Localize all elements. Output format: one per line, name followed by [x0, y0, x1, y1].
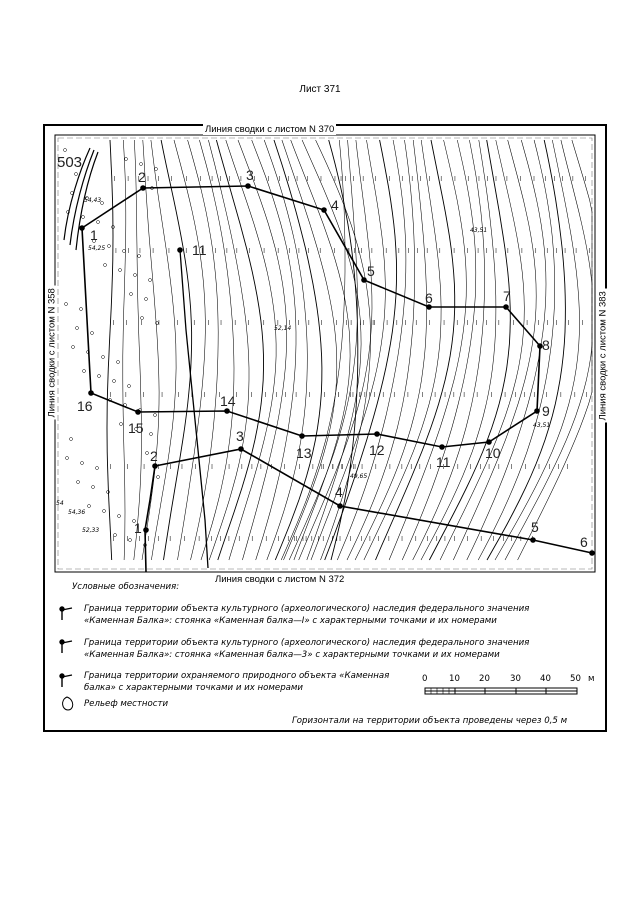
scale-unit: м — [588, 674, 595, 684]
elevation-label: 54 — [56, 500, 64, 507]
edge-label-left: Линия сводки с листом N 358 — [47, 286, 58, 420]
scale-bar — [425, 688, 577, 694]
legend-relief-icon — [63, 697, 73, 710]
b2-label-4: 4 — [335, 484, 343, 500]
legend-item4: Рельеф местности — [84, 699, 169, 709]
b1-label-11: 11 — [436, 454, 451, 470]
b1-label-2: 2 — [138, 169, 146, 185]
legend-item3-line2: балка» с характерными точками и их номерами — [84, 683, 303, 693]
legend-item3-line1: Граница территории охраняемого природного объекта «Каменная — [84, 671, 390, 681]
elevation-label: 49,65 — [350, 473, 368, 480]
b1-label-5: 5 — [367, 263, 375, 279]
legend-item2-line2: «Каменная Балка»: стоянка «Каменная балка—3» с характерными точками и их номерами — [84, 650, 500, 660]
corner-label: 503 — [57, 154, 83, 171]
legend-item1-line1: Граница территории объекта культурного (археологического) наследия федерального значения — [84, 604, 530, 614]
b2-label-1: 1 — [134, 520, 142, 536]
sheet-title: Лист 371 — [299, 84, 341, 95]
b1-label-3: 3 — [246, 167, 254, 183]
b1-label-10: 10 — [485, 445, 501, 461]
b1-label-4: 4 — [331, 197, 339, 213]
legend-item1-line2: «Каменная Балка»: стоянка «Каменная балка—I» с характерными точками и их номерами — [84, 616, 497, 626]
b1-label-14: 14 — [220, 393, 236, 409]
elevation-label: 54,43 — [84, 197, 102, 204]
b1-label-9: 9 — [542, 403, 550, 419]
scale-tick-40: 40 — [540, 674, 551, 684]
legend-title: Условные обозначения: — [72, 582, 180, 592]
b1-label-16: 16 — [77, 398, 93, 414]
elevation-label: 43,51 — [470, 227, 488, 234]
edge-label-top: Линия сводки с листом N 370 — [205, 124, 335, 135]
legend-marker-3 — [60, 674, 64, 678]
b1-label-7: 7 — [503, 288, 511, 304]
legend-marker-1 — [60, 607, 64, 611]
b1-label-1: 1 — [90, 227, 98, 243]
b1-label-8: 8 — [542, 337, 550, 353]
b1-label-13: 13 — [296, 445, 312, 461]
scale-tick-10: 10 — [449, 674, 460, 684]
b1-label-12: 12 — [369, 442, 385, 458]
b1-label-15: 15 — [128, 420, 144, 436]
b2-label-6: 6 — [580, 534, 588, 550]
b2-label-2: 2 — [150, 448, 158, 464]
elevation-label: 54,36 — [68, 509, 86, 516]
legend-marker-2 — [60, 640, 64, 644]
b2-label-3: 3 — [236, 428, 244, 444]
edge-label-bottom: Линия сводки с листом N 372 — [215, 574, 345, 585]
scale-tick-0: 0 — [422, 674, 428, 684]
elevation-label: 54,25 — [88, 245, 106, 252]
b2-label-5: 5 — [531, 519, 539, 535]
contour-interval-note: Горизонтали на территории объекта проведены через 0,5 м — [292, 716, 568, 726]
scale-tick-20: 20 — [479, 674, 490, 684]
elevation-label: 52,33 — [82, 527, 100, 534]
edge-label-right: Линия сводки с листом N 383 — [598, 289, 609, 423]
elevation-label: 43,51 — [533, 422, 551, 429]
scale-tick-50: 50 — [570, 674, 581, 684]
b1-label-6: 6 — [425, 290, 433, 306]
scale-tick-30: 30 — [510, 674, 521, 684]
legend-item2-line1: Граница территории объекта культурного (археологического) наследия федерального значения — [84, 638, 530, 648]
protected-label-11: 11 — [192, 242, 207, 258]
elevation-label: 52,14 — [274, 325, 292, 332]
